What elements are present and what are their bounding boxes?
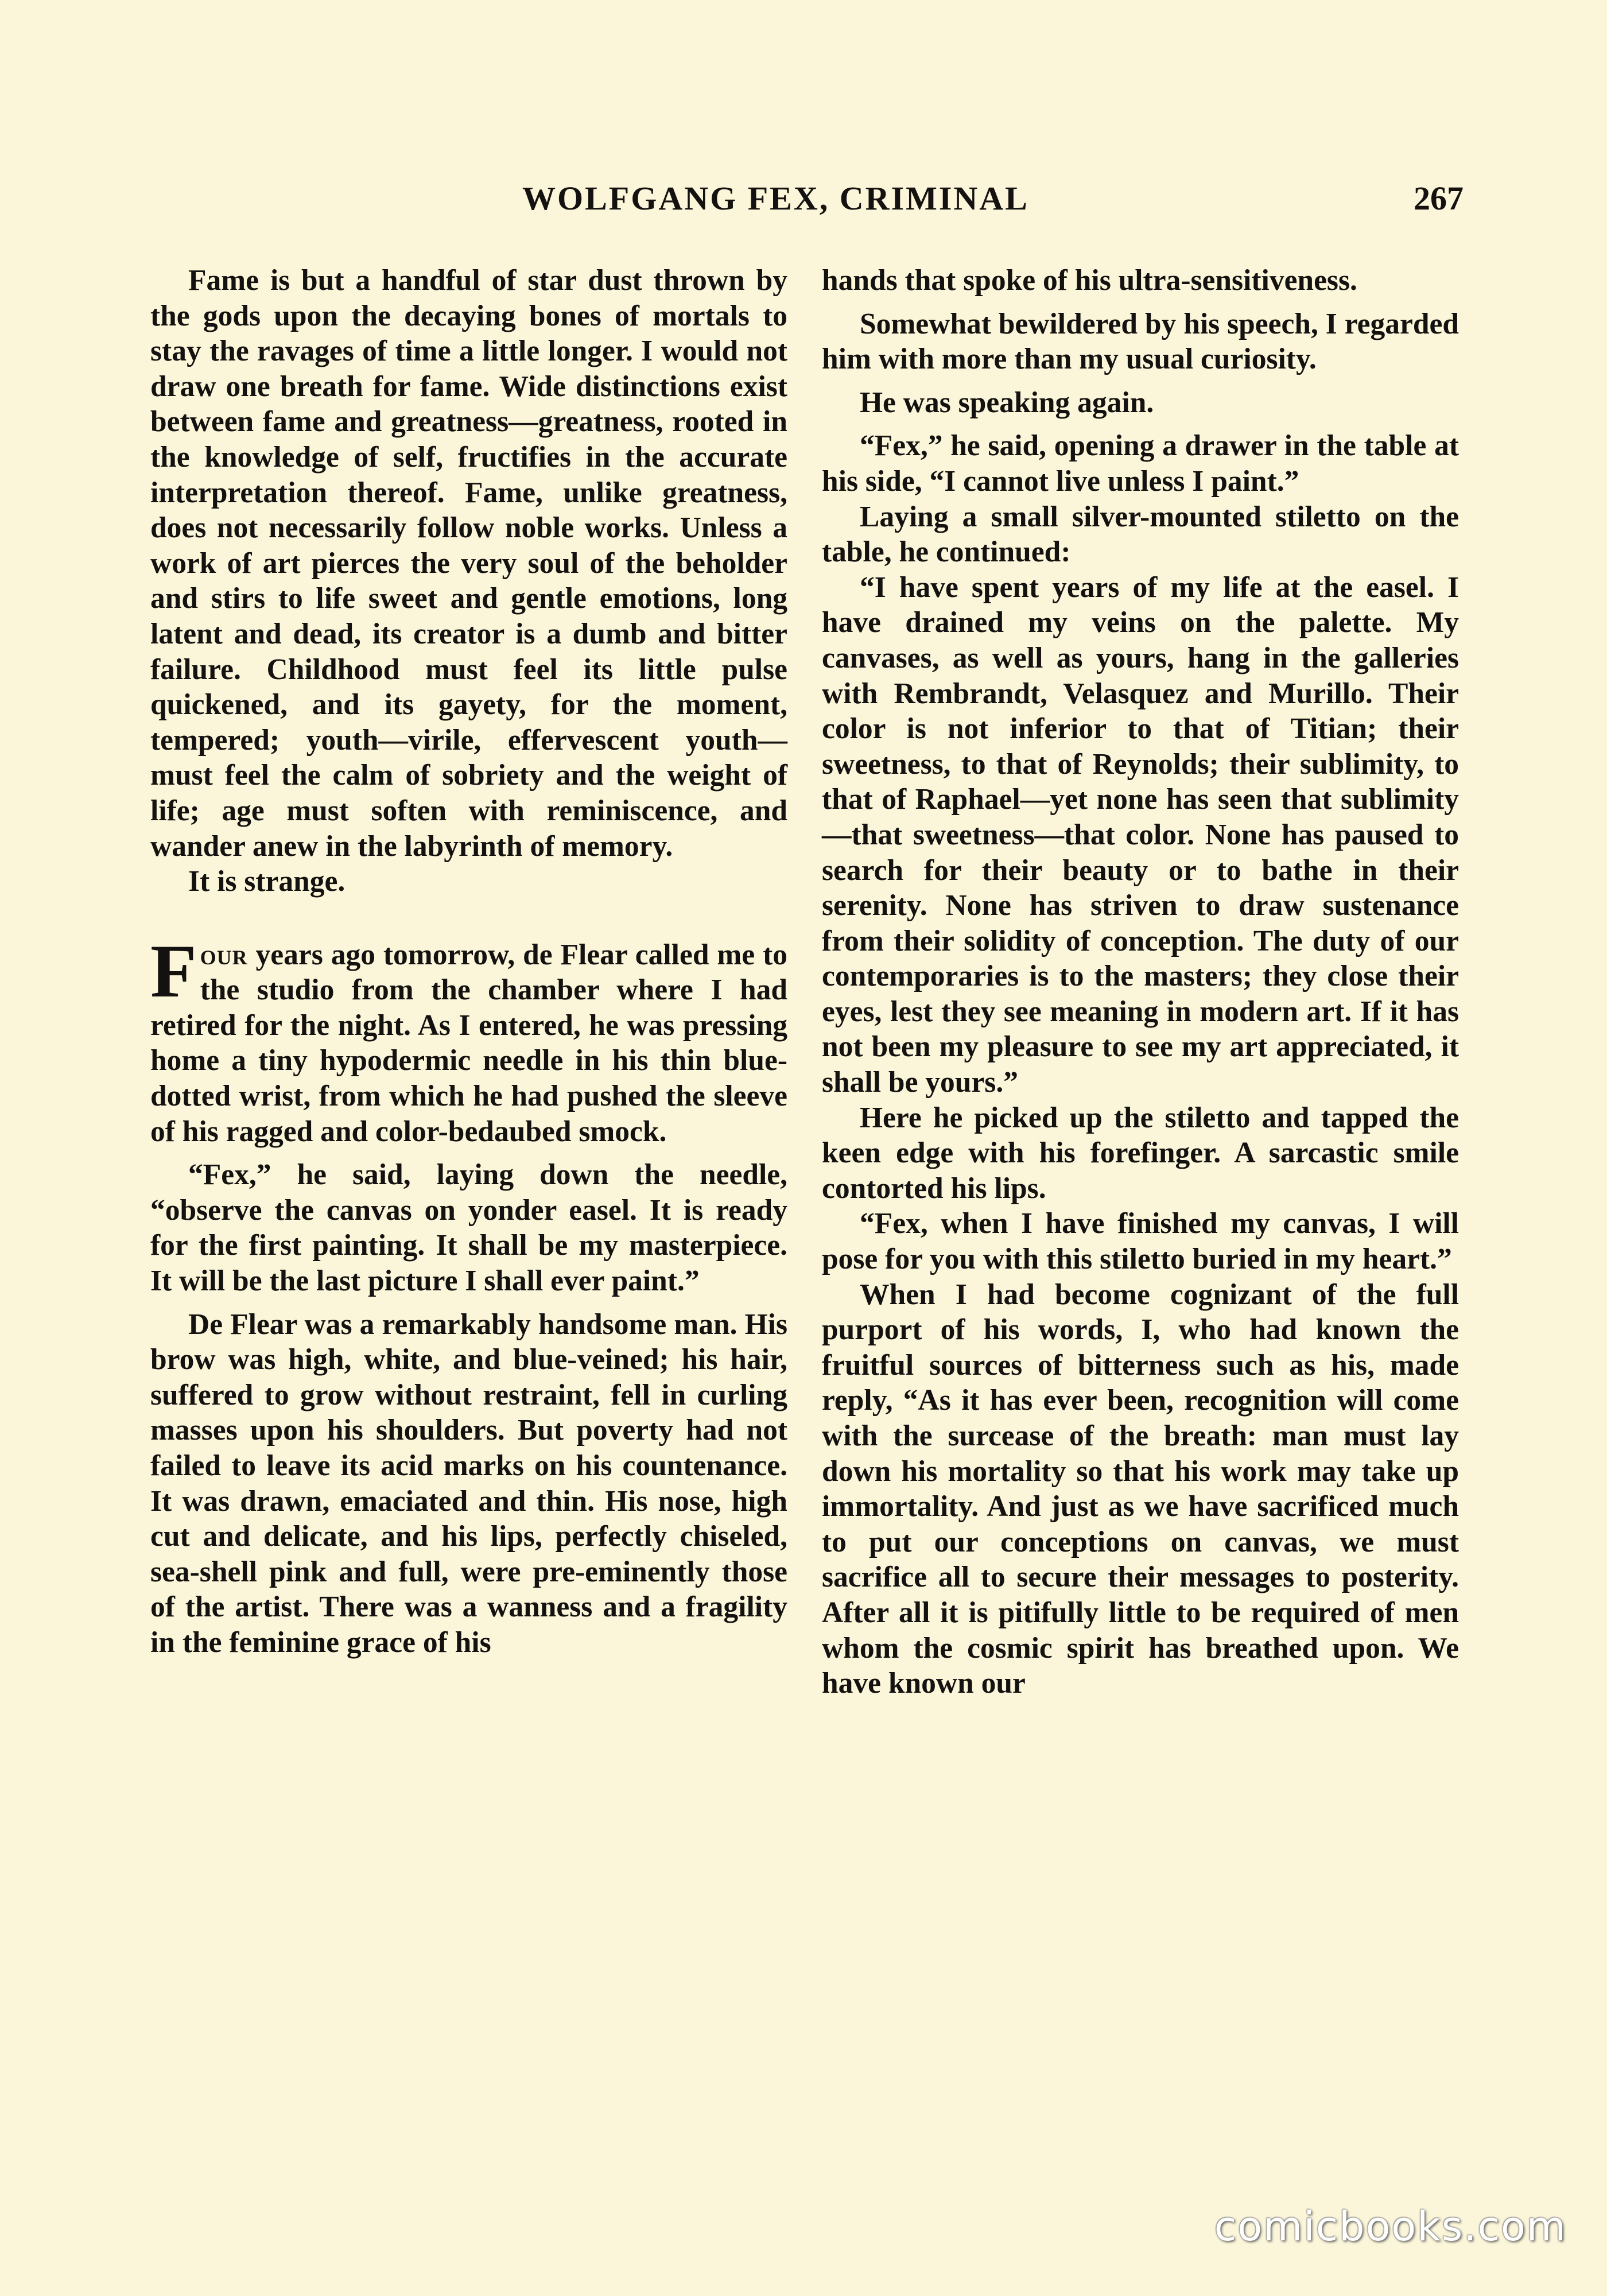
paragraph-dropcap: [150, 928, 787, 1150]
paragraph: “Fex,” he said, opening a drawer in the table at his side, “I cannot live unless I paint.”: [822, 429, 1459, 498]
running-title: WOLFGANG FEX, CRIMINAL: [522, 180, 1029, 217]
drop-cap: F: [150, 928, 197, 1013]
paragraph: It is strange.: [188, 865, 346, 898]
page-number: 267: [1414, 180, 1464, 217]
watermark: comicbooks.com: [1214, 2203, 1567, 2250]
paragraph: Fame is but a handful of star dust thrown by the gods upon the decaying bones of mortals to stay the ravages of time a little longer. I would not draw one breath for fame. Wide distinctions exist between fame and greatness—greatness, rooted in the knowledge of self, fructifies in the accurate interpretation thereof. Fame, unlike greatness, does not necessarily follow noble works. Unless a work of art pierces the very soul of the beholder and stirs to life sweet and gentle emotions, long latent and dead, its creator is a dumb and bitter failure. Childhood must feel its little pulse quickened, and its gayety, for the moment, tempered; youth—virile, effervescent youth—must feel the calm of sobriety and the weight of life; age must soften with reminiscence, and wander anew in the labyrinth of memory.: [150, 264, 787, 863]
paragraph: He was speaking again.: [860, 386, 1154, 419]
paragraph: When I had become cognizant of the full purport of his words, I, who had known the fruitful sources of bitterness such as his, made reply, “As it has ever been, recognition will come with the surcease of the breath: man must lay down his mortality so that his work may take up immortality. And just as we have sacrificed much to put our conceptions on canvas, we must sacrifice all to secure their messages to posterity. After all it is pitifully little to be required of men whom the cosmic spirit has breathed upon. We have known our: [822, 1278, 1459, 1700]
paragraph: hands that spoke of his ultra-sensitiveness.: [822, 264, 1357, 297]
paragraph: Here he picked up the stiletto and tapped the keen edge with his forefinger. A sarcastic smile contorted his lips.: [822, 1101, 1459, 1205]
paragraph: Laying a small silver-mounted stiletto on the table, he continued:: [822, 500, 1459, 569]
paragraph: “Fex, when I have finished my canvas, I will pose for you with this stiletto buried in my heart.”: [822, 1207, 1459, 1276]
running-header: [149, 179, 1464, 225]
paragraph: “Fex,” he said, laying down the needle, “observe the canvas on yonder easel. It is ready for the first painting. It shall be my masterpiece. It will be the last picture I shall ever paint.”: [150, 1158, 787, 1298]
paragraph: Somewhat bewildered by his speech, I regarded him with more than my usual curiosity.: [822, 307, 1459, 376]
section-break: [150, 899, 787, 937]
small-caps-lead: our: [200, 938, 248, 971]
right-column: [822, 263, 1459, 1701]
paragraph: De Flear was a remarkably handsome man. His brow was high, white, and blue-veined; his hair, suffered to grow without restraint, fell in curling masses upon his shoulders. But poverty had not failed to leave its acid marks on his countenance. It was drawn, emaciated and thin. His nose, high cut and delicate, and his lips, perfectly chiseled, sea-shell pink and full, were pre-eminently those of the artist. There was a wanness and a fragility in the feminine grace of his: [150, 1308, 787, 1659]
paragraph-text: years ago tomorrow, de Flear called me to the studio from the chamber where I had retired for the night. As I entered, he was pressing home a tiny hypodermic needle in his thin blue-dotted wrist, from which he had pushed the sleeve of his ragged and color-bedaubed smock.: [150, 938, 787, 1148]
left-column: [150, 263, 787, 1661]
paragraph: “I have spent years of my life at the easel. I have drained my veins on the palette. My canvases, as well as yours, hang in the galleries with Rembrandt, Velasquez and Murillo. Their color is not inferior to that of Titian; their sweetness, to that of Reynolds; their sublimity, to that of Raphael—yet none has seen that sublimity—that sweetness—that color. None has paused to search for their beauty or to bathe in their serenity. None has striven to draw sustenance from their solidity of conception. The duty of our contemporaries is to the masters; they close their eyes, lest they see meaning in modern art. If it has not been my pleasure to see my art appreciated, it shall be yours.”: [822, 571, 1459, 1099]
